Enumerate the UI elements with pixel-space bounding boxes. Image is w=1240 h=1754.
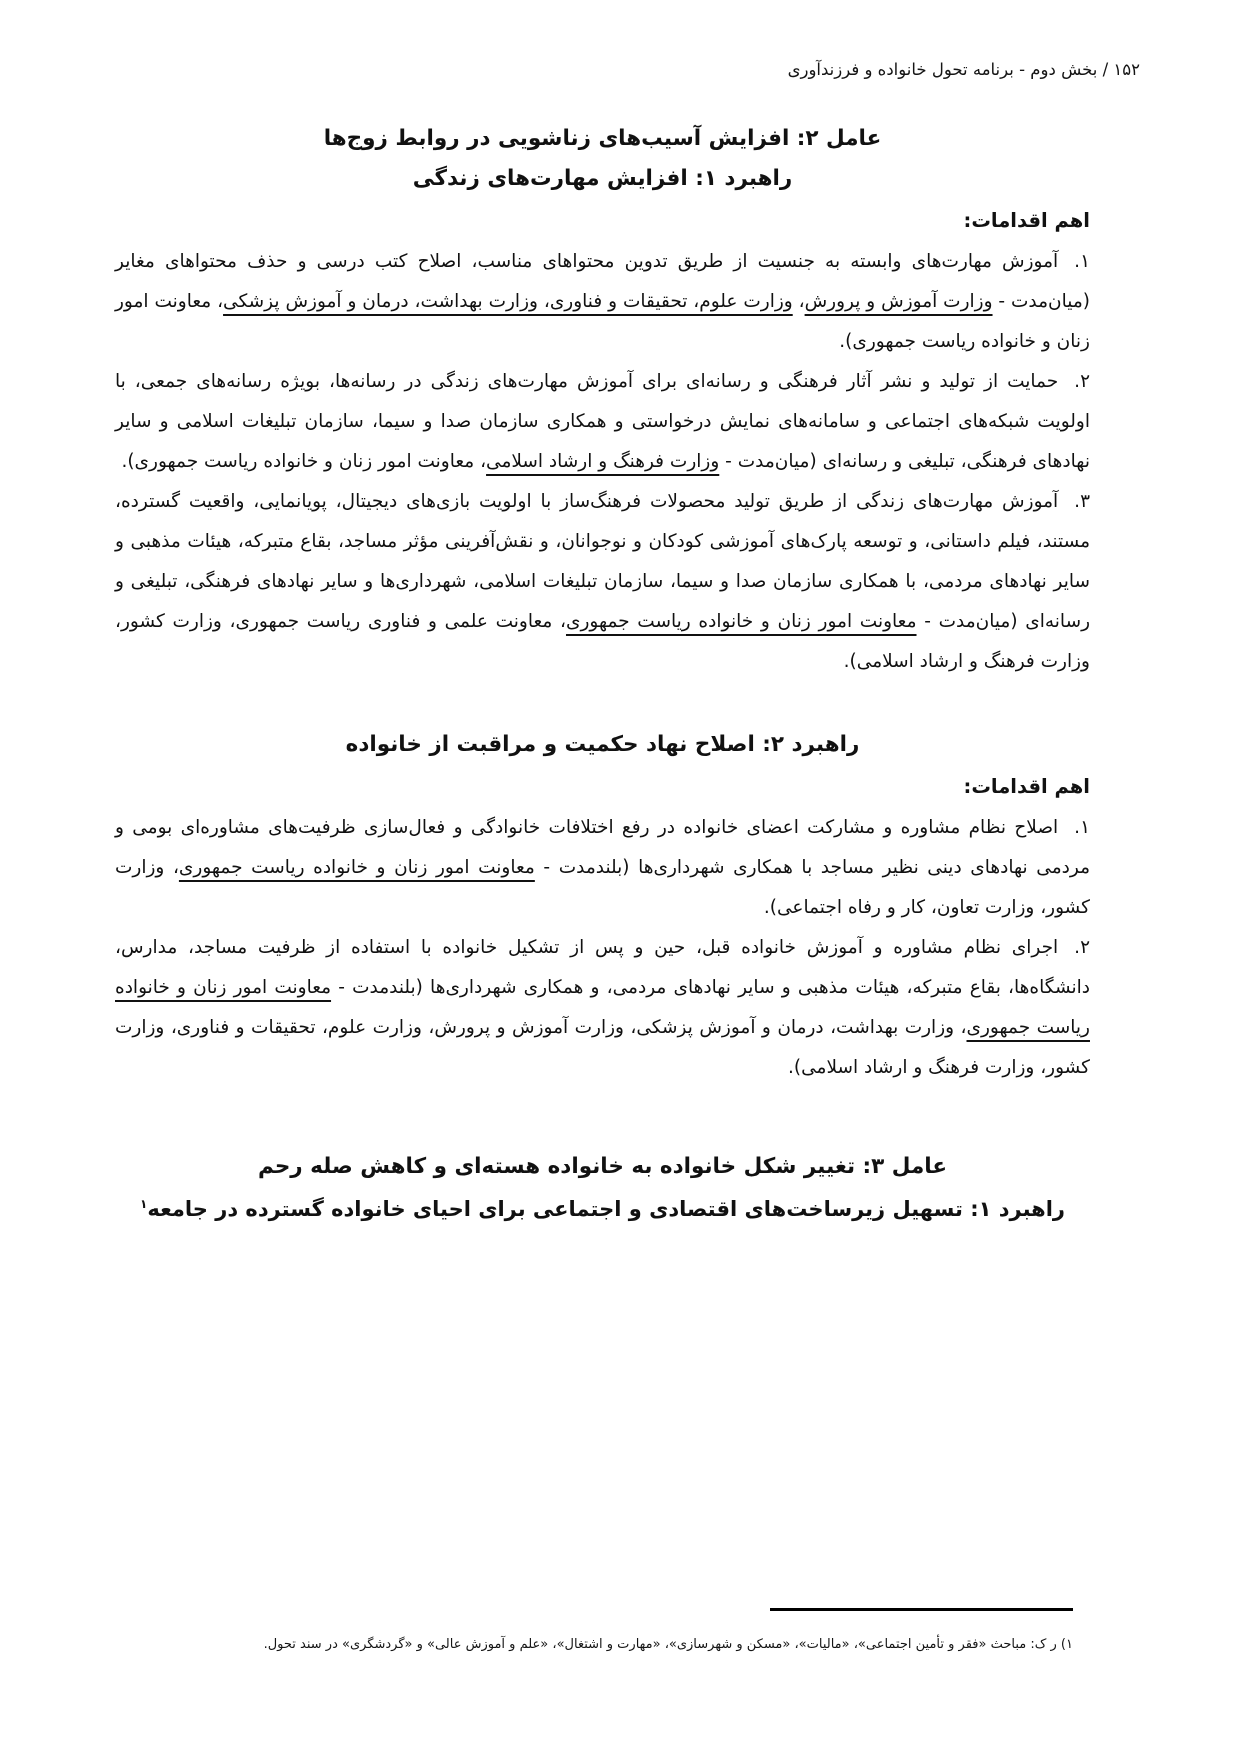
item-number: ۱. bbox=[1074, 251, 1090, 272]
item-text bbox=[115, 251, 1090, 352]
item-text bbox=[115, 371, 1090, 472]
footnote-separator-rule bbox=[770, 1608, 1073, 1611]
item-text bbox=[115, 817, 1090, 918]
list-item bbox=[115, 808, 1090, 928]
underlined-org-name: معاونت امور زنان و خانواده ریاست جمهوری bbox=[115, 977, 1090, 1038]
strategy1-action-list bbox=[115, 242, 1090, 682]
text-run: اصلاح نظام مشاوره و مشارکت اعضای خانواده در رفع اختلافات خانوادگی و فعال‌سازی ظرفیت‌های مشاوره‌ای بومی و مردمی نهادهای دینی نظیر مساجد با همکاری شهرداری‌ها (بلندمدت - bbox=[115, 817, 1090, 878]
page-header: ۱۵۲ / بخش دوم - برنامه تحول خانواده و فرزندآوری bbox=[787, 60, 1140, 79]
factor2-title: عامل ۲: افزایش آسیب‌های زناشویی در روابط زوج‌ها bbox=[323, 126, 882, 151]
footnote-text: ۱) ر ک: مباحث «فقر و تأمین اجتماعی»، «مالیات»، «مسکن و شهرسازی»، «مهارت و اشتغال»، «علم و آموزش عالی» و «گردشگری» در سند تحول. bbox=[263, 1637, 1073, 1652]
list-item bbox=[115, 242, 1090, 362]
factor3-strategy1-title-text: راهبرد ۱: تسهیل زیرساخت‌های اقتصادی و اجتماعی برای احیای خانواده گسترده در جامعه bbox=[147, 1197, 1065, 1221]
list-item bbox=[115, 482, 1090, 682]
item-number: ۳. bbox=[1074, 491, 1090, 512]
text-run: ، معاونت امور زنان و خانواده ریاست جمهوری). bbox=[115, 291, 1090, 352]
item-number: ۱. bbox=[1074, 817, 1090, 838]
text-run: ، معاونت امور زنان و خانواده ریاست جمهوری). bbox=[121, 451, 487, 472]
factor3-title: عامل ۳: تغییر شکل خانواده به خانواده هسته‌ای و کاهش صله رحم bbox=[257, 1154, 948, 1179]
text-run: ، bbox=[792, 291, 805, 312]
item-number: ۲. bbox=[1074, 371, 1090, 392]
item-text bbox=[115, 491, 1090, 672]
underlined-org-name: معاونت امور زنان و خانواده ریاست جمهوری bbox=[178, 857, 535, 878]
underlined-org-name: وزارت آموزش و پرورش bbox=[804, 291, 993, 312]
underlined-org-name: وزارت فرهنگ و ارشاد اسلامی bbox=[486, 451, 720, 472]
text-run: ، وزارت کشور، وزارت تعاون، کار و رفاه اجتماعی). bbox=[115, 857, 1090, 918]
text-run: حمایت از تولید و نشر آثار فرهنگی و رسانه‌ای برای آموزش مهارت‌های زندگی در رسانه‌ها، بویژه رسانه‌های جمعی، با اولویت شبکه‌های اجتماعی و سامانه‌های نمایش درخواستی و همکاری سازمان صدا و سیما، سازمان تبلیغات اسلامی و سایر نهادهای فرهنگی، تبلیغی و رسانه‌ای (میان‌مدت - bbox=[115, 371, 1090, 472]
text-run: آموزش مهارت‌های زندگی از طریق تولید محصولات فرهنگ‌ساز با اولویت بازی‌های دیجیتال، پویانمایی، واقعیت گسترده، مستند، فیلم داستانی، و توسعه پارک‌های آموزشی کودکان و نوجوانان، و نقش‌آفرینی مؤثر مساجد، بقاع متبرکه، هیئات مذهبی و سایر نهادهای مردمی، با همکاری سازمان صدا و سیما، سازمان تبلیغات اسلامی، شهرداری‌ها و سایر نهادهای فرهنگی، تبلیغی و رسانه‌ای (میان‌مدت - bbox=[115, 491, 1090, 632]
actions-heading: اهم اقدامات: bbox=[963, 775, 1090, 798]
strategy2-action-list bbox=[115, 808, 1090, 1088]
item-number: ۲. bbox=[1074, 937, 1090, 958]
actions-heading: اهم اقدامات: bbox=[963, 209, 1090, 232]
list-item bbox=[115, 362, 1090, 482]
page-content bbox=[115, 122, 1090, 1226]
underlined-org-name: وزارت علوم، تحقیقات و فناوری، وزارت بهداشت، درمان و آموزش پزشکی bbox=[223, 291, 793, 312]
text-run: ، وزارت بهداشت، درمان و آموزش پزشکی، وزارت آموزش و پرورش، وزارت علوم، تحقیقات و فناوری، وزارت کشور، وزارت فرهنگ و ارشاد اسلامی). bbox=[115, 1017, 1090, 1078]
text-run: اجرای نظام مشاوره و آموزش خانواده قبل، حین و پس از تشکیل خانواده با استفاده از ظرفیت مساجد، مدارس، دانشگاه‌ها، بقاع متبرکه، هیئات مذهبی و سایر نهادهای مردمی، و همکاری شهرداری‌ها (بلندمدت - bbox=[115, 937, 1091, 998]
factor2-strategy2-title: راهبرد ۲: اصلاح نهاد حکمیت و مراقبت از خانواده bbox=[345, 732, 860, 757]
item-text bbox=[115, 937, 1090, 1078]
text-run: ، معاونت علمی و فناوری ریاست جمهوری، وزارت کشور، وزارت فرهنگ و ارشاد اسلامی). bbox=[115, 611, 1090, 672]
underlined-org-name: معاونت امور زنان و خانواده ریاست جمهوری bbox=[565, 611, 917, 632]
footnote-ref-superscript: ۱ bbox=[140, 1197, 148, 1211]
factor2-strategy1-title: راهبرد ۱: افزایش مهارت‌های زندگی bbox=[412, 166, 793, 191]
text-run: آموزش مهارت‌های وابسته به جنسیت از طریق تدوین محتواهای مناسب، اصلاح کتب درسی و حذف محتواهای مغایر (میان‌مدت - bbox=[115, 251, 1090, 312]
list-item bbox=[115, 928, 1090, 1088]
factor3-strategy1-title bbox=[115, 1192, 1090, 1226]
